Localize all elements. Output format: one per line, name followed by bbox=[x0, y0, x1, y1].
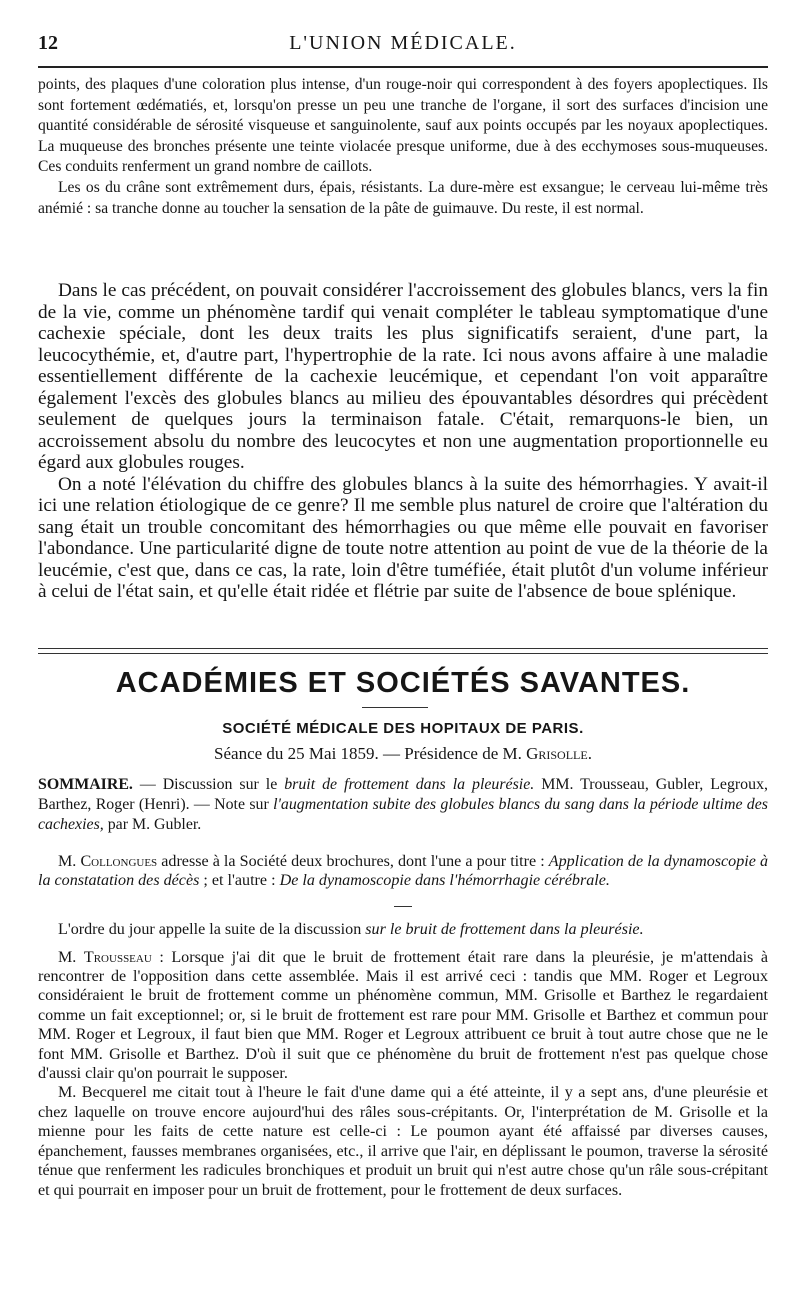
section-divider bbox=[38, 648, 768, 654]
paragraph-collongues: M. Collongues adresse à la Société deux brochures, dont l'une a pour titre : Application de la dynamoscopie à la constatation des décès ; et l'autre : De la dynamoscopie dans l'hémorrhagie cérébrale. bbox=[38, 853, 768, 890]
paragraph-hemorrhages: On a noté l'élévation du chiffre des globules blancs à la suite des hémorrhagies. Y avait-il ici une relation étiologique de ce genre? Il me semble plus naturel de croire que l'altération du sang était un trouble concomitant des hémorrhagies ou que même elle pouvait en favoriser l'abondance. Une particularité digne de toute notre attention au point de vue de la théorie de la leucémie, c'est que, dans ce cas, la rate, loin d'être tuméfiée, était plutôt d'un volume inférieur à celui de l'état sain, et qu'elle était ridée et flétrie par suite de l'absence de boue splénique. bbox=[38, 473, 768, 602]
session-date: Séance du 25 Mai 1859. — Présidence de M. bbox=[214, 744, 522, 763]
proceedings bbox=[38, 852, 768, 1200]
header-rule bbox=[38, 66, 768, 68]
title-underline bbox=[362, 707, 428, 708]
journal-title: L'UNION MÉDICALE. bbox=[289, 32, 517, 54]
paragraph-leukocytes: Dans le cas précédent, on pouvait considérer l'accroissement des globules blancs, vers la fin de la vie, comme un phénomène tardif qui venait compléter le tableau symptomatique d'une cachexie spéciale, dont les deux traits les plus significatifs seraient, d'une part, la leucocythémie, et, d'autre part, l'hypertrophie de la rate. Ici nous avons affaire à une maladie essentiellement différente de la cachexie leucémique, et cependant l'on voit apparaître également l'excès des globules blancs au milieu des épouvantables désordres qui précèdent seulement de quelques jours la terminaison fatale. C'était, remarquons-le bien, un accroissement absolu du nombre des leucocytes et non une augmentation proportionnelle eu égard aux globules rouges. bbox=[38, 280, 768, 473]
paragraph-trousseau: M. Trousseau : Lorsque j'ai dit que le bruit de frottement était rare dans la pleurésie, je m'attendais à rencontrer de l'opposition dans cette assemblée. Mais il est arrivé ceci : tandis que MM. Roger et Legroux considéraient le bruit de frottement comme un phénomène commun, MM. Grisolle et Barthez le regardaient comme un fait exceptionnel; or, si le bruit de frottement est rare pour MM. Grisolle et Barthez et commun pour MM. Roger et Legroux, il faut bien que MM. Roger et Legroux attribuent ce bruit à tout autre chose que ne le font MM. Grisolle et Barthez. D'où il suit que ce phénomène du bruit de frottement n'est pas quelque chose d'aussi clair qu'on pourrait le supposer. bbox=[38, 948, 768, 1083]
page-number: 12 bbox=[38, 32, 58, 54]
summary-label: SOMMAIRE. bbox=[38, 776, 133, 793]
paragraph-autopsy-skull: Les os du crâne sont extrêmement durs, épais, résistants. La dure-mère est exsangue; le cerveau lui-même très anémié : sa tranche donne au toucher la sensation de la pâte de guimauve. Du reste, il est normal. bbox=[38, 178, 768, 217]
commentary bbox=[38, 280, 768, 603]
separator-dash bbox=[38, 893, 768, 912]
paragraph-autopsy-lungs: points, des plaques d'une coloration plus intense, d'un rouge-noir qui correspondent à des foyers apoplectiques. Ils sont fortement œdématiés, et, lorsqu'on presse un peu une tranche de l'organe, il sort des surfaces d'incision une quantité considérable de sérosité visqueuse et sanguinolente, sauf aux points occupés par les noyaux apoplectiques. La muqueuse des bronches présente une teinte violacée presque uniforme, due à des ecchymoses sous-muqueuses. Ces conduits renferment un grand nombre de caillots. bbox=[38, 76, 768, 176]
society-title: SOCIÉTÉ MÉDICALE DES HOPITAUX DE PARIS. bbox=[222, 720, 584, 737]
session-line bbox=[38, 744, 768, 764]
summary bbox=[38, 775, 768, 834]
section-title: ACADÉMIES ET SOCIÉTÉS SAVANTES. bbox=[115, 667, 691, 699]
autopsy-notes bbox=[38, 75, 768, 219]
summary-paragraph: SOMMAIRE. — Discussion sur le bruit de frottement dans la pleurésie. MM. Trousseau, Gubler, Legroux, Barthez, Roger (Henri). — Note sur l'augmentation subite des globules blancs du sang dans la période ultime des cachexies, par M. Gubler. bbox=[38, 776, 768, 833]
paragraph-agenda: L'ordre du jour appelle la suite de la discussion sur le bruit de frottement dans la pleurésie. bbox=[58, 921, 644, 939]
president-name: Grisolle. bbox=[526, 744, 592, 763]
paragraph-becquerel: M. Becquerel me citait tout à l'heure le fait d'une dame qui a été atteinte, il y a sept ans, d'une pleurésie et chez laquelle on trouve encore aujourd'hui des râles sous-crépitants. Or, l'interprétation de M. Grisolle et la mienne pour les faits de cette nature est celle-ci : Le poumon ayant été affaissé par diverses causes, épanchement, fausses membranes organisées, etc., il arrive que l'air, en déplissant le poumon, traverse la sérosité ténue que renferment les radicules bronchiques et produit un bruit qui n'est autre chose qu'un râle sous-crépitant et qui pourrait en imposer pour un bruit de frottement, pour le frottement de deux surfaces. bbox=[38, 1084, 768, 1199]
running-header bbox=[38, 28, 768, 64]
